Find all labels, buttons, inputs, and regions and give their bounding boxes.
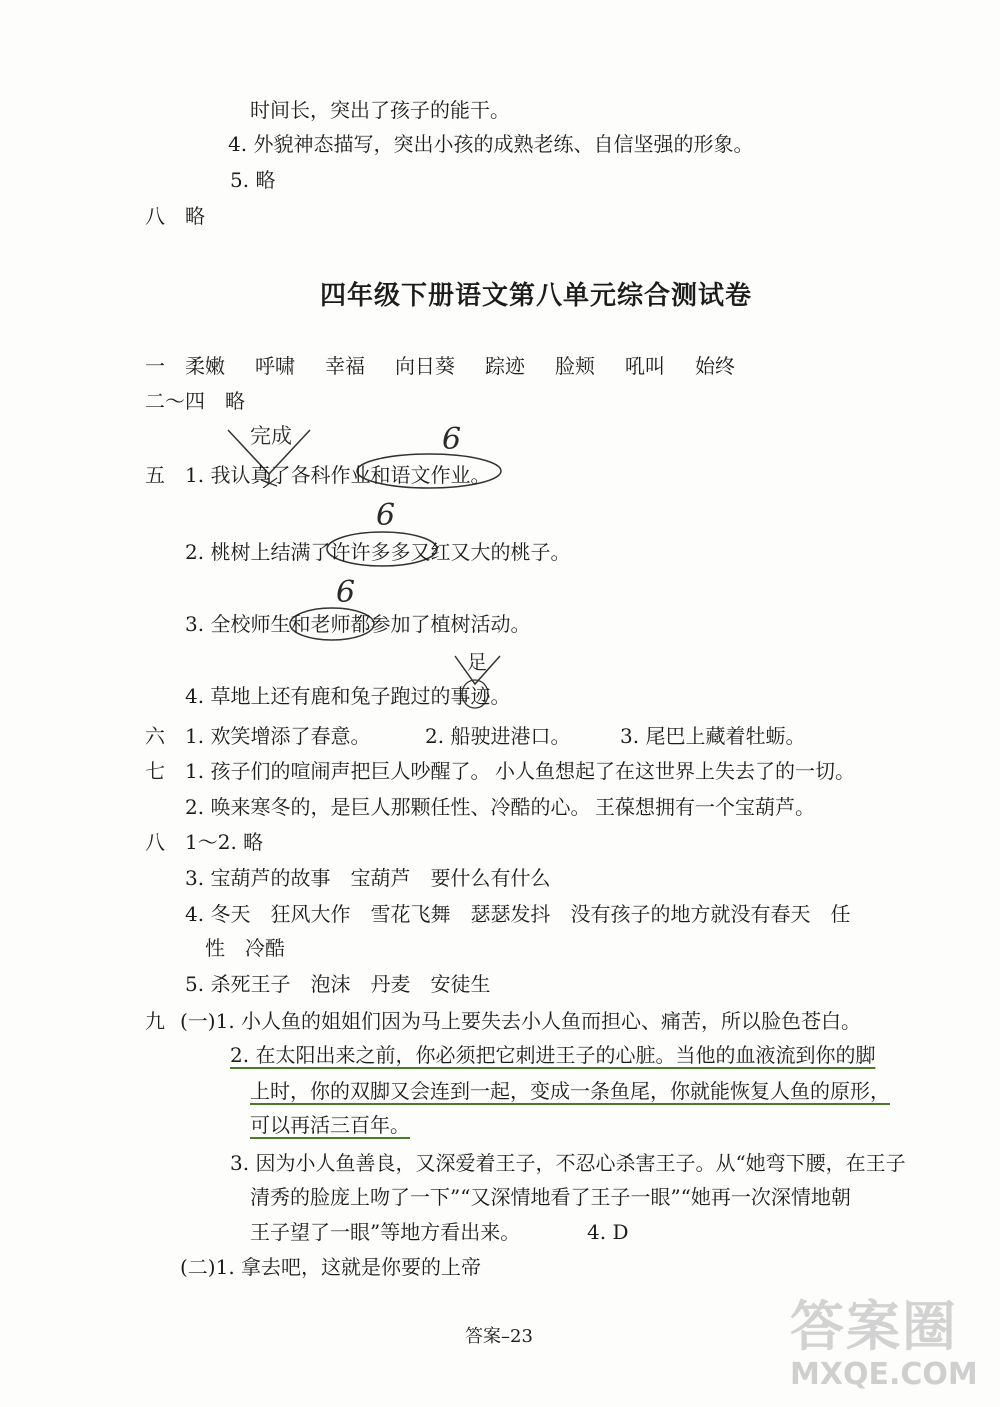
q9-p1-2b: 上时，你的双脚又会连到一起，变成一条鱼尾，你就能恢复人鱼的原形， <box>250 1079 890 1103</box>
page-number: 答案–23 <box>465 1326 533 1347</box>
word: 脸颊 <box>555 354 595 378</box>
handwritten-insert: 完成 <box>250 424 292 448</box>
q2-4: 二～四 略 <box>145 389 245 413</box>
q8-line4a: 4. 冬天 狂风大作 雪花飞舞 瑟瑟发抖 没有孩子的地方就没有春天 任 <box>185 902 851 926</box>
word: 踪迹 <box>485 354 525 378</box>
q8-line5: 5. 杀死王子 泡沫 丹麦 安徒生 <box>185 972 491 996</box>
q6-item-1: 1. 欢笑增添了春意。 <box>185 724 371 748</box>
handwritten-insert: 足 <box>467 650 487 674</box>
watermark-logo: 答案圈 <box>790 1295 958 1358</box>
q5-number: 五 <box>145 463 165 487</box>
word: 呼啸 <box>255 354 295 378</box>
q6-item-2: 2. 船驶进港口。 <box>425 724 571 748</box>
q1-number: 一 <box>145 354 165 378</box>
q9-p1-3c: 王子望了一眼”等地方看出来。 <box>250 1220 521 1244</box>
q6-item-3: 3. 尾巴上藏着牡蛎。 <box>620 724 806 748</box>
prev-answer-line: 时间长，突出了孩子的能干。 <box>250 98 510 122</box>
q9-number: 九 <box>145 1009 165 1033</box>
handwritten-mark: 6 <box>442 422 462 457</box>
q7-line2a: 2. 唤来寒冬的，是巨人那颗任性、冷酷的心。 <box>185 795 591 819</box>
word: 柔嫩 <box>185 354 225 378</box>
handwritten-mark: 6 <box>336 575 356 610</box>
q6-number: 六 <box>145 724 165 748</box>
word: 幸福 <box>325 354 365 378</box>
q9-p2-1: (二)1. 拿去吧，这就是你要的上帝 <box>180 1255 482 1279</box>
prev-answer-5: 5. 略 <box>230 168 276 192</box>
watermark-url: MXQE.COM <box>790 1357 978 1392</box>
q5-item-1: 1. 我认真了各科作业和语文作业。 <box>185 463 491 487</box>
q9-p1-3b: 清秀的脸庞上吻了一下”“又深情地看了王子一眼”“她再一次深情地朝 <box>250 1185 851 1209</box>
q9-p1-3a: 3. 因为小人鱼善良，又深爱着王子，不忍心杀害王子。从“她弯下腰，在王子 <box>230 1151 906 1175</box>
prev-section-8: 八 略 <box>145 204 205 228</box>
q1-words <box>185 356 735 376</box>
q5-item-4: 4. 草地上还有鹿和兔子跑过的事迹。 <box>185 684 511 708</box>
q5-item-2: 2. 桃树上结满了许许多多又红又大的桃子。 <box>185 540 571 564</box>
word: 向日葵 <box>395 354 455 378</box>
q7-number: 七 <box>145 759 165 783</box>
q8-line3: 3. 宝葫芦的故事 宝葫芦 要什么有什么 <box>185 866 551 890</box>
q9-p1-4: 4. D <box>587 1220 629 1244</box>
q7-line1a: 1. 孩子们的喧闹声把巨人吵醒了。 <box>185 759 491 783</box>
word: 始终 <box>695 354 735 378</box>
q9-p1-1: (一)1. 小人鱼的姐姐们因为马上要失去小人鱼而担心、痛苦，所以脸色苍白。 <box>180 1009 862 1033</box>
word: 吼叫 <box>625 354 665 378</box>
q8-number: 八 <box>145 830 165 854</box>
q7-line2b: 王葆想拥有一个宝葫芦。 <box>595 795 815 819</box>
handwritten-mark: 6 <box>376 498 396 533</box>
q7-line1b: 小人鱼想起了在这世界上失去了的一切。 <box>495 759 855 783</box>
q5-item-3: 3. 全校师生和老师都参加了植树活动。 <box>185 612 531 636</box>
q9-p1-2a: 2. 在太阳出来之前，你必须把它刺进王子的心脏。当他的血液流到你的脚 <box>230 1043 876 1067</box>
q8-line1: 1～2. 略 <box>185 830 264 854</box>
q9-p1-2c: 可以再活三百年。 <box>250 1113 410 1137</box>
prev-answer-4: 4. 外貌神态描写，突出小孩的成熟老练、自信坚强的形象。 <box>228 132 754 156</box>
page-title: 四年级下册语文第八单元综合测试卷 <box>320 281 753 311</box>
q8-line4b: 性 冷酷 <box>205 936 285 960</box>
